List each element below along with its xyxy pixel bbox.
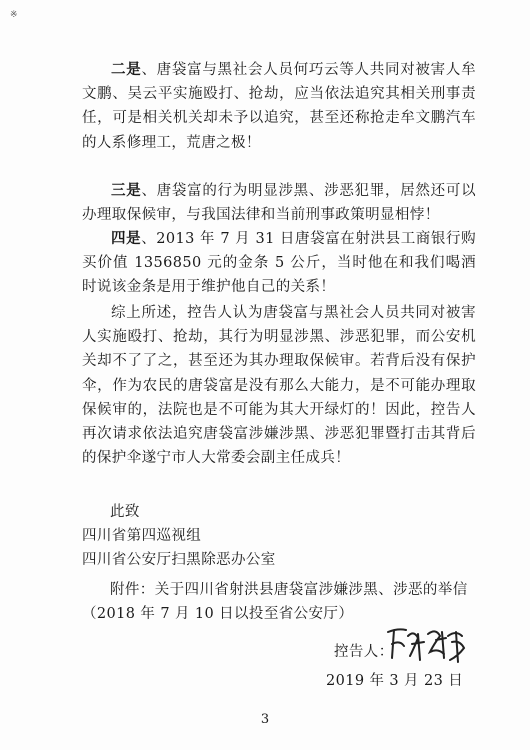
paragraph-four bbox=[82, 227, 476, 300]
paragraph-four-lead: 四是 bbox=[111, 230, 142, 247]
page-number: 3 bbox=[260, 712, 270, 727]
complainant-label: 控告人： bbox=[334, 644, 394, 660]
paragraph-two-lead: 二是 bbox=[111, 61, 142, 78]
signature-date: 2019 年 3 月 23 日 bbox=[326, 673, 464, 689]
paragraph-three-lead: 三是 bbox=[111, 182, 142, 199]
recipient-inspection-group: 四川省第四巡视组 bbox=[82, 528, 202, 544]
paragraph-three bbox=[82, 179, 476, 227]
paragraph-summary: 综上所述，控告人认为唐袋富与黑社会人员共同对被害人实施殴打、抢劫，其行为明显涉黑、涉恶犯罪，而公安机关却不了了之，甚至还为其办理取保候审。若背后没有保护伞，作为农民的唐袋富是没有那么大能力，是不可能办理取保候审的，法院也是不可能为其大开绿灯的！因此，控告人再次请求依法追究唐袋富涉嫌涉黑、涉恶犯罪暨打击其背后的保护伞遂宁市人大常委会副主任成兵！ bbox=[82, 305, 476, 467]
attachment-note: （2018 年 7 月 10 日以投至省公安厅） bbox=[82, 606, 354, 622]
corner-mark: ※ bbox=[10, 10, 18, 20]
handwritten-signature bbox=[384, 622, 470, 668]
paragraph-two bbox=[82, 58, 476, 155]
paragraph-four-body: 、2013 年 7 月 31 日唐袋富在射洪县工商银行购买价值 1356850 元的金条 5 公斤，当时他在和我们喝酒时说该金条是用于维护他自己的关系！ bbox=[82, 231, 476, 296]
paragraph-three-body: 、唐袋富的行为明显涉黑、涉恶犯罪，居然还可以办理取保候审，与我国法律和当前刑事政策明显相悖！ bbox=[82, 183, 476, 224]
attachment-line: 附件：关于四川省射洪县唐袋富涉嫌涉黑、涉恶的举信 bbox=[110, 582, 468, 598]
paragraph-two-body: 、唐袋富与黑社会人员何巧云等人共同对被害人牟文鹏、吴云平实施殴打、抢劫，应当依法追究其相关刑事责任，可是相关机关却未予以追究，甚至还称抢走牟文鹏汽车的人系修理工，荒唐之极！ bbox=[82, 62, 476, 151]
salutation: 此致 bbox=[110, 504, 140, 520]
recipient-public-security: 四川省公安厅扫黑除恶办公室 bbox=[82, 552, 276, 568]
